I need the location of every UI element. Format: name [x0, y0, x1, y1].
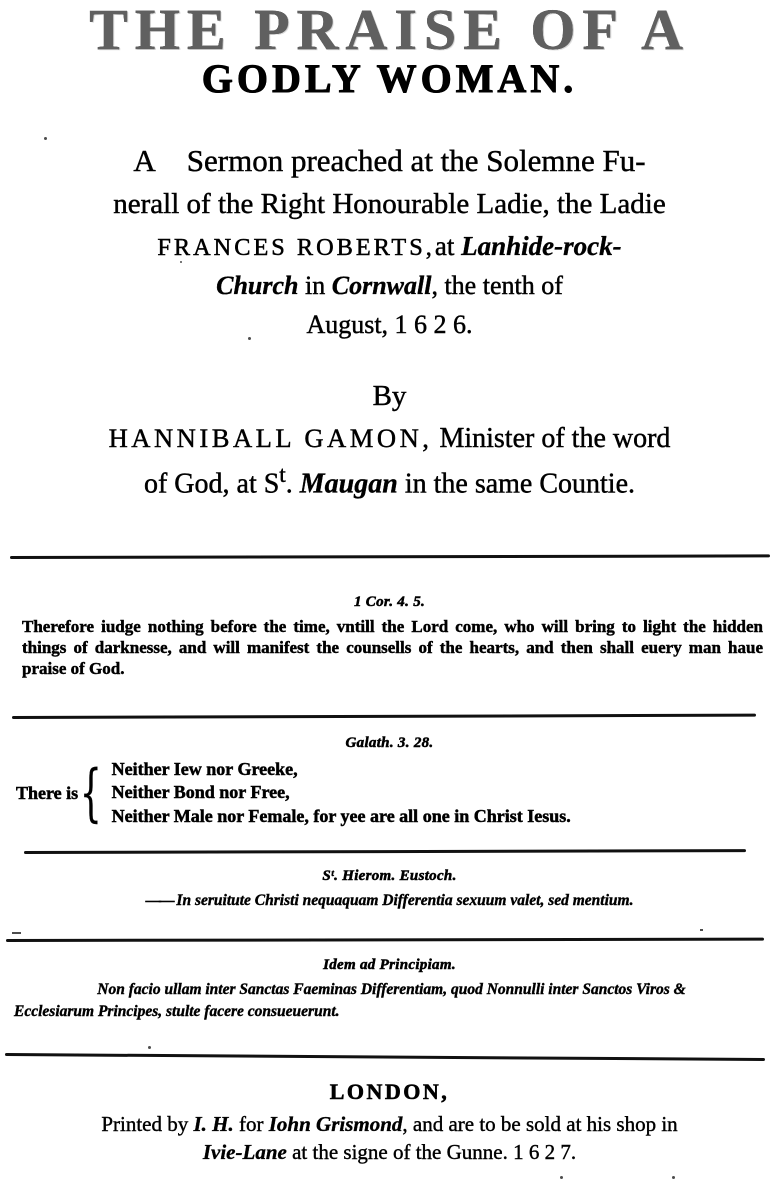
quote-hierom-body-wrap	[0, 891, 779, 911]
bookseller-name: Iohn Grismond	[268, 1112, 403, 1136]
page-title	[0, 0, 779, 102]
sermon-description	[0, 141, 779, 342]
sermon-line-1-text: Sermon preached at the Solemne Fu-	[186, 143, 646, 179]
paper-speck	[180, 261, 182, 263]
sermon-line-2: nerall of the Right Honourable Ladie, the Ladie	[113, 188, 666, 221]
quote-corinthians-heading: 1 Cor. 4. 5.	[353, 594, 426, 610]
imprint-block	[0, 1079, 779, 1168]
paper-speck	[700, 929, 703, 931]
em-dash-icon: —	[145, 892, 160, 909]
author-parish-b: .	[285, 468, 300, 500]
author-block	[0, 378, 779, 502]
quote-hierom	[0, 868, 779, 911]
imprint-sold-at: , and are to be sold at his shop in	[402, 1112, 678, 1136]
street-name: Ivie-Lane	[202, 1140, 287, 1165]
deceased-name: FRANCES ROBERTS,	[157, 234, 435, 262]
quote-corinthians	[0, 594, 779, 680]
quote-idem-body-line-2: Ecclesiarum Principes, stulte facere consueuerunt.	[14, 1003, 340, 1021]
quote-idem-heading: Idem ad Principiam.	[323, 957, 456, 973]
sermon-line-3-at: at	[434, 231, 462, 262]
author-line-1	[0, 421, 779, 457]
quote-idem-body-line-1: Non facio ullam inter Sanctas Faeminas Differentiam, quod Nonnulli inter Sanctos Viros &	[97, 981, 686, 998]
list-item: Neither Bond nor Free,	[111, 782, 290, 803]
paper-speck	[44, 137, 47, 140]
paper-speck	[12, 932, 21, 934]
title-line-2: GODLY WOMAN.	[201, 56, 578, 102]
curly-brace-icon: {	[80, 755, 102, 829]
quote-idem	[0, 957, 779, 1022]
church-place-part-1: Lanhide-rock-	[461, 231, 622, 262]
sermon-line-3	[0, 229, 779, 264]
sermon-article: A	[133, 143, 156, 179]
sermon-line-1	[0, 141, 779, 181]
rule-above-idem	[6, 938, 764, 942]
author-name: HANNIBALL GAMON,	[108, 422, 433, 453]
galatians-item-list	[106, 758, 571, 828]
imprint-signe: at the signe of the Gunne.	[286, 1140, 514, 1165]
imprint-year: 1 6 2 7.	[513, 1140, 577, 1165]
paper-speck	[560, 1176, 563, 1179]
title-line-1: THE PRAISE OF A	[89, 0, 690, 62]
imprint-line-2	[0, 1139, 779, 1165]
sermon-line-4-in: in	[298, 271, 332, 301]
list-item: Neither Male nor Female, for yee are all one in Christ Iesus.	[111, 805, 571, 826]
imprint-city: LONDON,	[329, 1079, 450, 1104]
rule-above-imprint	[5, 1053, 765, 1061]
em-dash-icon-2: —	[159, 892, 173, 909]
paper-speck	[248, 337, 251, 340]
sermon-line-4-rest: , the tenth of	[431, 271, 563, 301]
galatians-lead-in: There is	[16, 782, 79, 803]
author-title: Minister of the word	[432, 422, 671, 454]
sermon-date: August, 1 6 2 6.	[306, 309, 473, 339]
rule-above-corinthians	[10, 554, 770, 559]
quote-galatians-heading: Galath. 3. 28.	[345, 735, 434, 751]
author-parish-c: in the same Countie.	[397, 468, 636, 500]
parish-name: Maugan	[299, 468, 398, 500]
rule-above-galatians	[12, 714, 756, 719]
county-name: Cornwall	[331, 271, 432, 301]
church-place-part-2: Church	[216, 271, 299, 301]
author-parish-a: of God, at S	[143, 468, 280, 500]
imprint-line-1	[0, 1111, 779, 1137]
paper-speck	[672, 1176, 675, 1179]
sermon-line-4	[0, 269, 779, 303]
quote-hierom-heading: Sᵗ. Hierom. Eustoch.	[322, 868, 457, 884]
imprint-printed-by: Printed by	[101, 1112, 194, 1136]
paper-speck	[148, 1046, 151, 1049]
by-label: By	[372, 379, 407, 412]
quote-galatians	[0, 735, 779, 828]
list-item: Neither Iew nor Greeke,	[111, 759, 298, 779]
author-line-2	[0, 461, 779, 502]
rule-above-hierom	[24, 849, 746, 854]
author-superscript-t: t	[279, 461, 286, 488]
printer-name: I. H.	[193, 1112, 234, 1136]
quote-hierom-body: In seruitute Christi nequaquam Differentia sexuum valet, sed mentium.	[176, 892, 634, 909]
imprint-for: for	[233, 1112, 269, 1136]
quote-corinthians-body: Therefore iudge nothing before the time, vntill the Lord come, who will bring to light the hidden things of darknesse, and will manifest the counsells of the hearts, and then shall euery man haue praise of God.	[22, 617, 763, 678]
